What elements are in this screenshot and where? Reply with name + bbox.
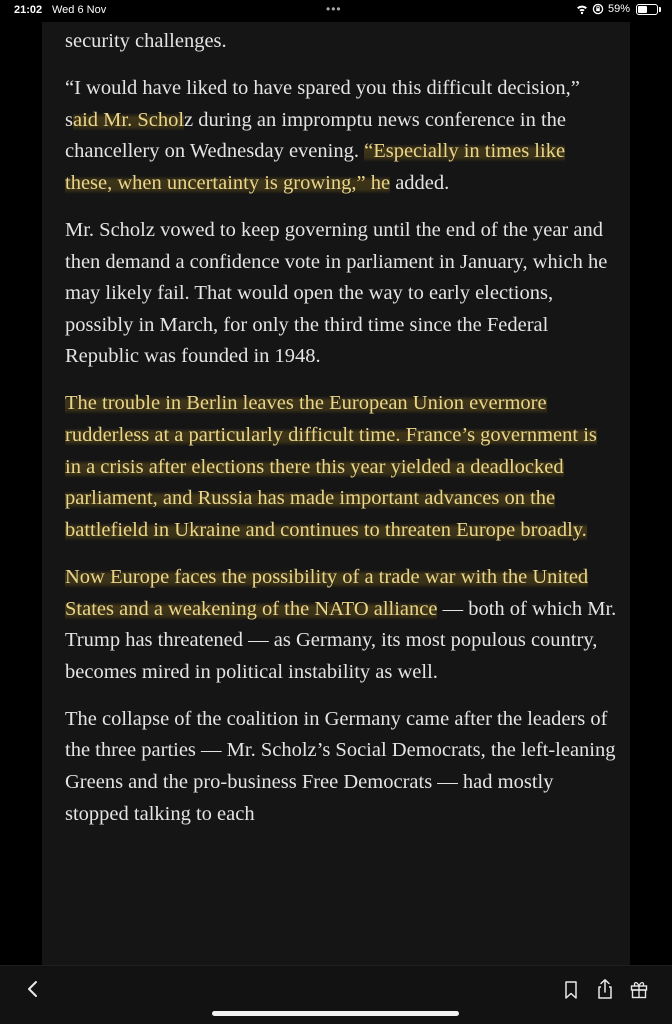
highlighted-text[interactable]: The trouble in Berlin leaves the European Union evermore rudderless at a particularly difficult time. France’s government is in a crisis after elections there this year yielded a deadlocked parliament, and Russia has made important advances on the battlefield in Ukraine and continues to threaten Europe broadly. <box>65 392 597 541</box>
paragraph <box>65 73 617 199</box>
text-segment: z during an impromptu news conference in the chancellery on Wednesday evening. <box>65 108 567 163</box>
status-date: Wed 6 Nov <box>52 4 107 16</box>
wifi-icon <box>576 3 588 15</box>
battery-icon <box>636 4 658 15</box>
paragraph <box>65 26 617 58</box>
share-button[interactable] <box>590 974 620 1004</box>
paragraph <box>65 388 617 546</box>
orientation-lock-icon <box>592 3 604 15</box>
battery-percent: 59% <box>607 3 630 15</box>
text-segment: — both of which Mr. Trump has threatened — as Germany, its most populous country, becomes mired in political instability as well. <box>65 597 617 683</box>
paragraph <box>65 215 617 373</box>
text-segment: security challenges. <box>65 30 227 52</box>
share-icon <box>596 978 614 1000</box>
text-segment: The collapse of the coalition in Germany came after the leaders of the three parties — Mr. Scholz’s Social Democrats, the left-leaning Greens and the pro-business Free Democrats — had mostly stopped talking to each <box>65 707 616 825</box>
text-segment: Mr. Scholz vowed to keep governing until the end of the year and then demand a confidence vote in parliament in January, which he may likely fail. That would open the way to early elections, possibly in March, for only the third time since the Federal Republic was founded in 1948. <box>65 218 608 368</box>
highlighted-text[interactable]: “Especially in times like these, when uncertainty is growing,” he <box>65 140 566 194</box>
paragraph <box>65 704 617 830</box>
status-time: 21:02 <box>14 4 43 16</box>
chevron-left-icon <box>26 979 40 999</box>
bookmark-button[interactable] <box>556 975 586 1005</box>
gift-icon <box>629 979 649 999</box>
paragraph <box>65 562 617 688</box>
bookmark-icon <box>563 980 579 1000</box>
article-body <box>65 26 617 846</box>
battery-fill <box>638 6 647 13</box>
text-segment: added. <box>390 171 450 194</box>
status-bar <box>0 0 672 22</box>
highlighted-text[interactable]: aid Mr. Schol <box>72 108 185 131</box>
text-segment: “I would have liked to have spared you this difficult decision,” s <box>65 77 580 131</box>
highlighted-text[interactable]: Now Europe faces the possibility of a trade war with the United States and a weakening of the NATO alliance <box>65 565 589 620</box>
multitasking-dots-icon[interactable]: ••• <box>326 2 342 16</box>
back-button[interactable] <box>18 974 48 1004</box>
home-indicator[interactable] <box>212 1011 459 1016</box>
gift-article-button[interactable] <box>624 974 654 1004</box>
status-indicators <box>576 3 658 15</box>
